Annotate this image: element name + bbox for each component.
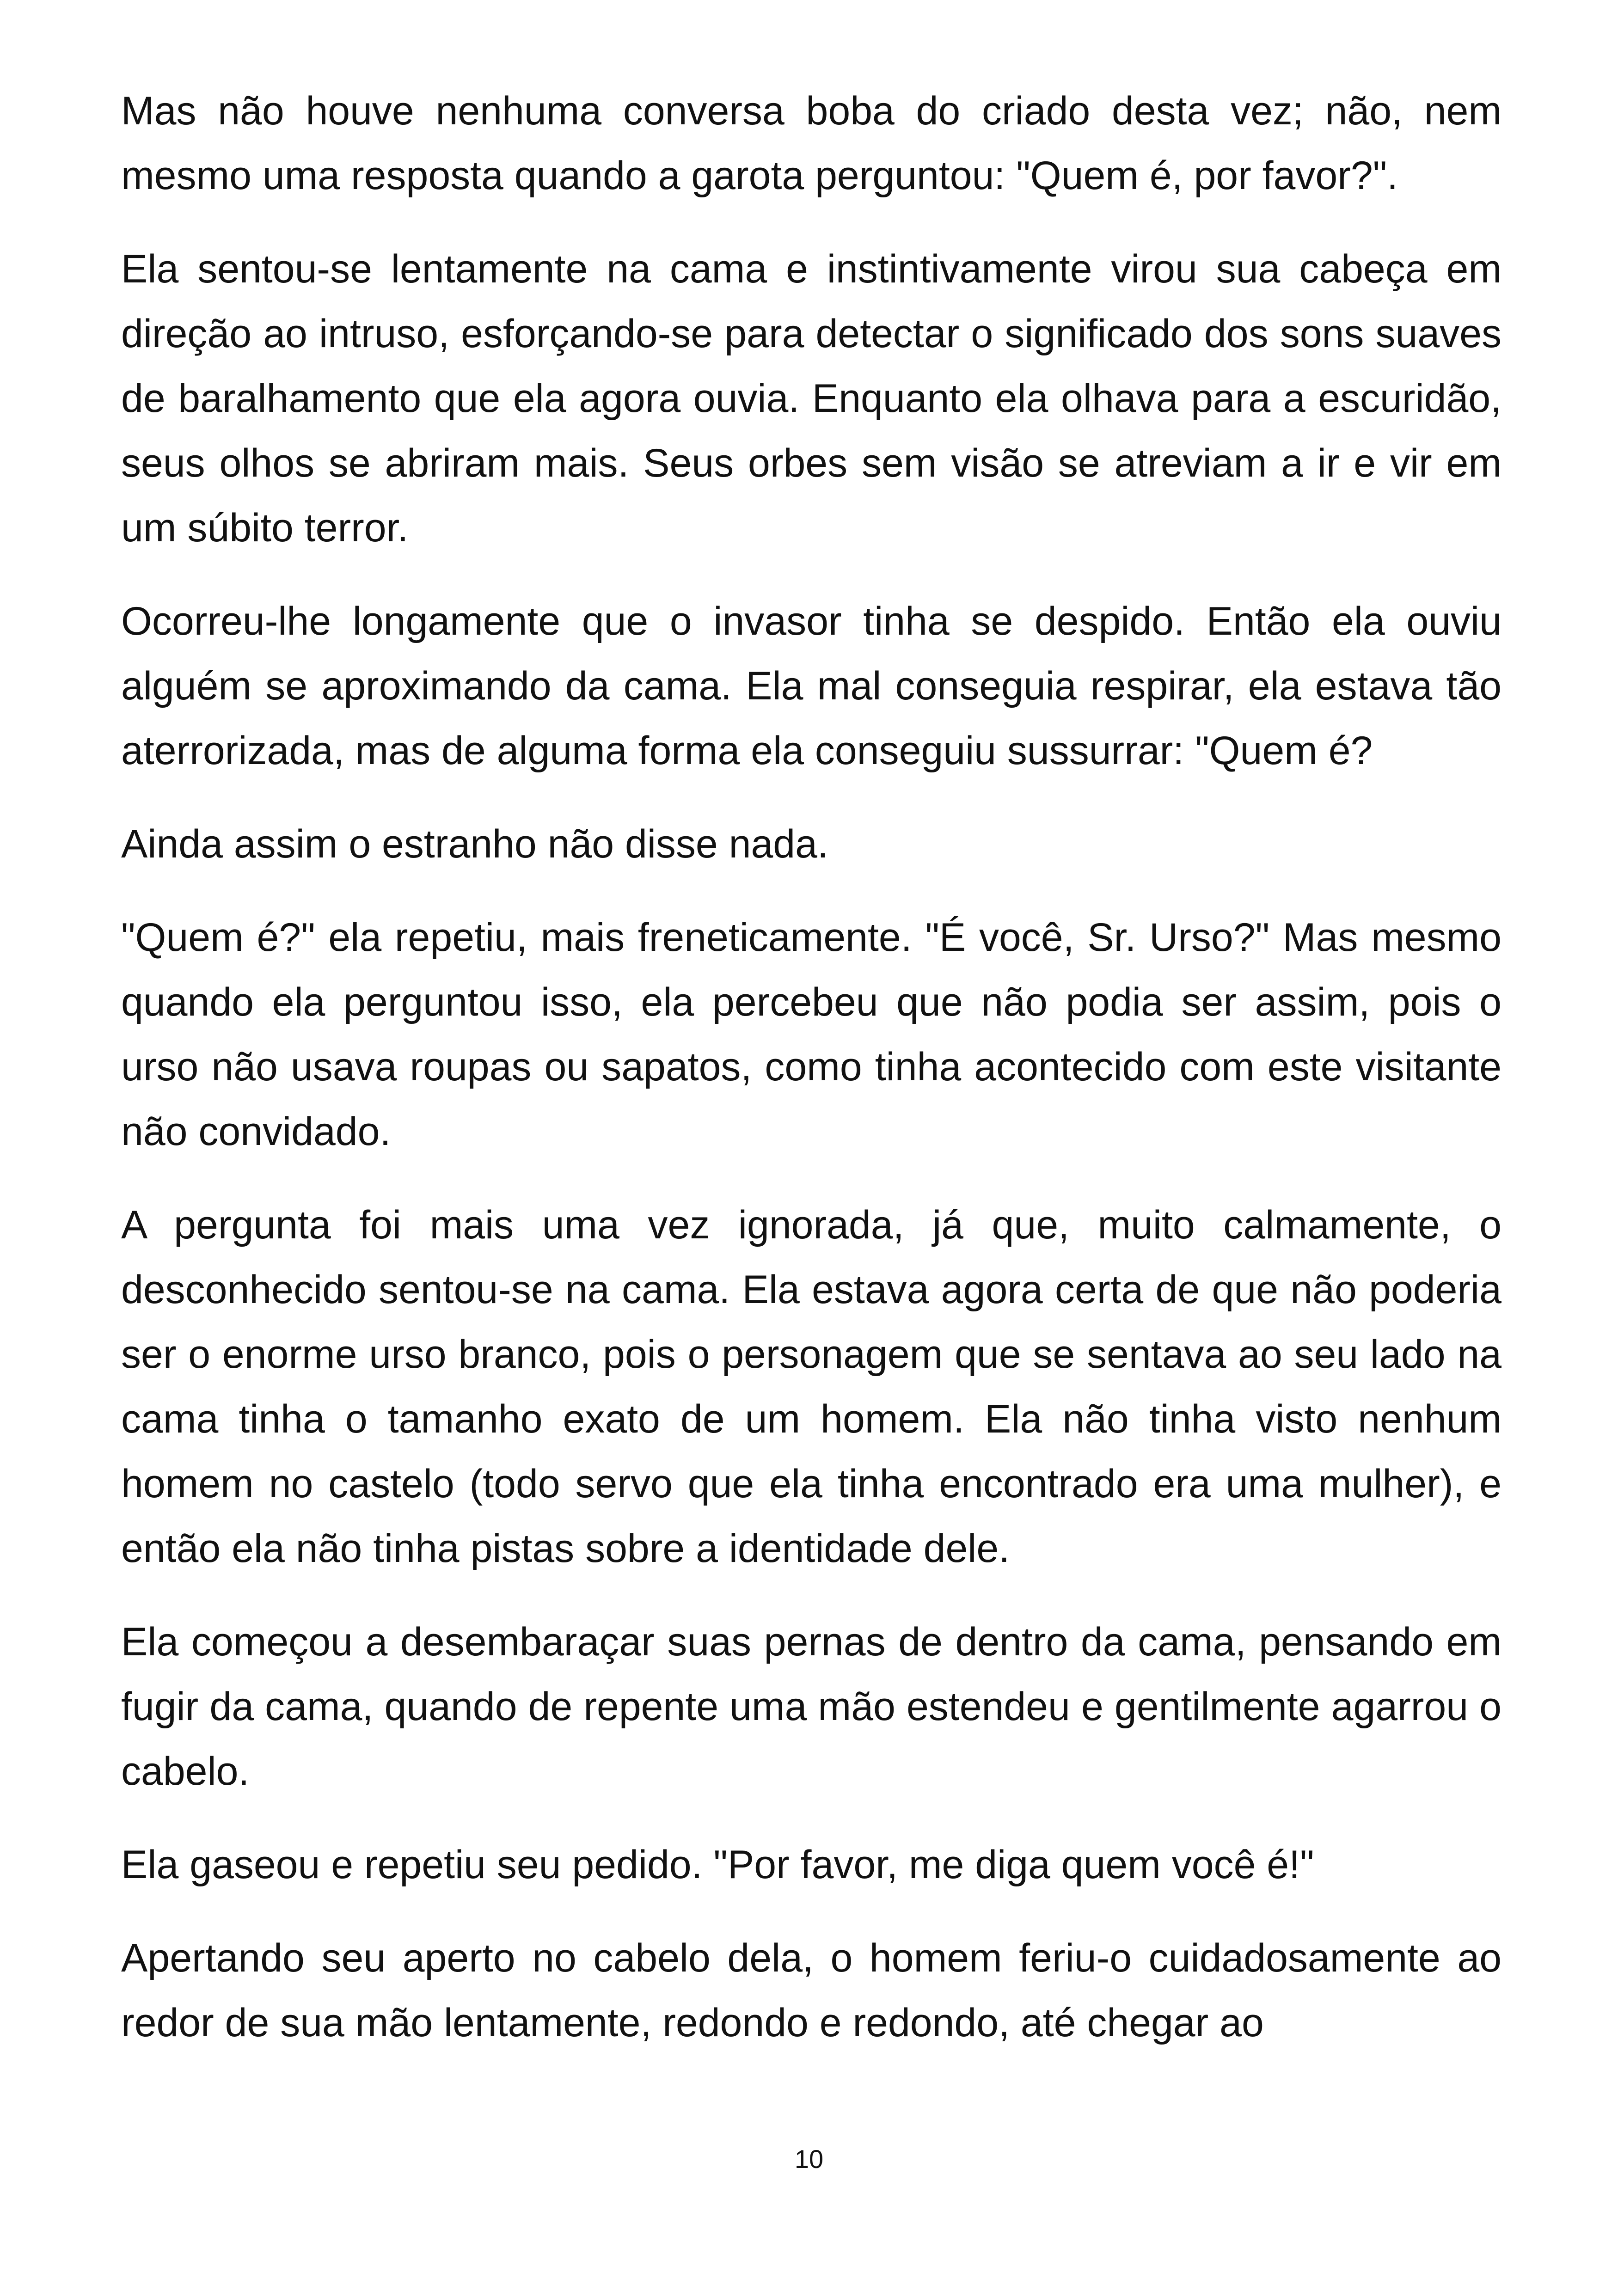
paragraph-3: Ocorreu-lhe longamente que o invasor tinha se despido. Então ela ouviu alguém se aproximando da cama. Ela mal conseguia respirar, ela estava tão aterrorizada, mas de alguma forma ela conseguiu sussurrar: "Quem é? [121,599,1502,773]
paragraph-8: Ela gaseou e repetiu seu pedido. "Por favor, me diga quem você é!" [121,1843,1314,1887]
paragraph-1: Mas não houve nenhuma conversa boba do criado desta vez; não, nem mesmo uma resposta quando a garota perguntou: "Quem é, por favor?". [121,89,1502,198]
paragraph-2: Ela sentou-se lentamente na cama e instintivamente virou sua cabeça em direção ao intruso, esforçando-se para detectar o significado dos sons suaves de baralhamento que ela agora ouvia. Enquanto ela olhava para a escuridão, seus olhos se abriram mais. Seus orbes sem visão se atreviam a ir e vir em um súbito terror. [121,247,1502,550]
page-body [121,79,1502,2084]
page-number: 10 [794,2144,824,2174]
paragraph-9: Apertando seu aperto no cabelo dela, o homem feriu-o cuidadosamente ao redor de sua mão lentamente, redondo e redondo, até chegar ao [121,1936,1502,2045]
paragraph-7: Ela começou a desembaraçar suas pernas de dentro da cama, pensando em fugir da cama, quando de repente uma mão estendeu e gentilmente agarrou o cabelo. [121,1620,1502,1794]
paragraph-6: A pergunta foi mais uma vez ignorada, já que, muito calmamente, o desconhecido sentou-se na cama. Ela estava agora certa de que não poderia ser o enorme urso branco, pois o personagem que se sentava ao seu lado na cama tinha o tamanho exato de um homem. Ela não tinha visto nenhum homem no castelo (todo servo que ela tinha encontrado era uma mulher), e então ela não tinha pistas sobre a identidade dele. [121,1203,1502,1571]
paragraph-4: Ainda assim o estranho não disse nada. [121,822,828,866]
paragraph-5: "Quem é?" ela repetiu, mais freneticamente. "É você, Sr. Urso?" Mas mesmo quando ela perguntou isso, ela percebeu que não podia ser assim, pois o urso não usava roupas ou sapatos, como tinha acontecido com este visitante não convidado. [121,915,1502,1154]
